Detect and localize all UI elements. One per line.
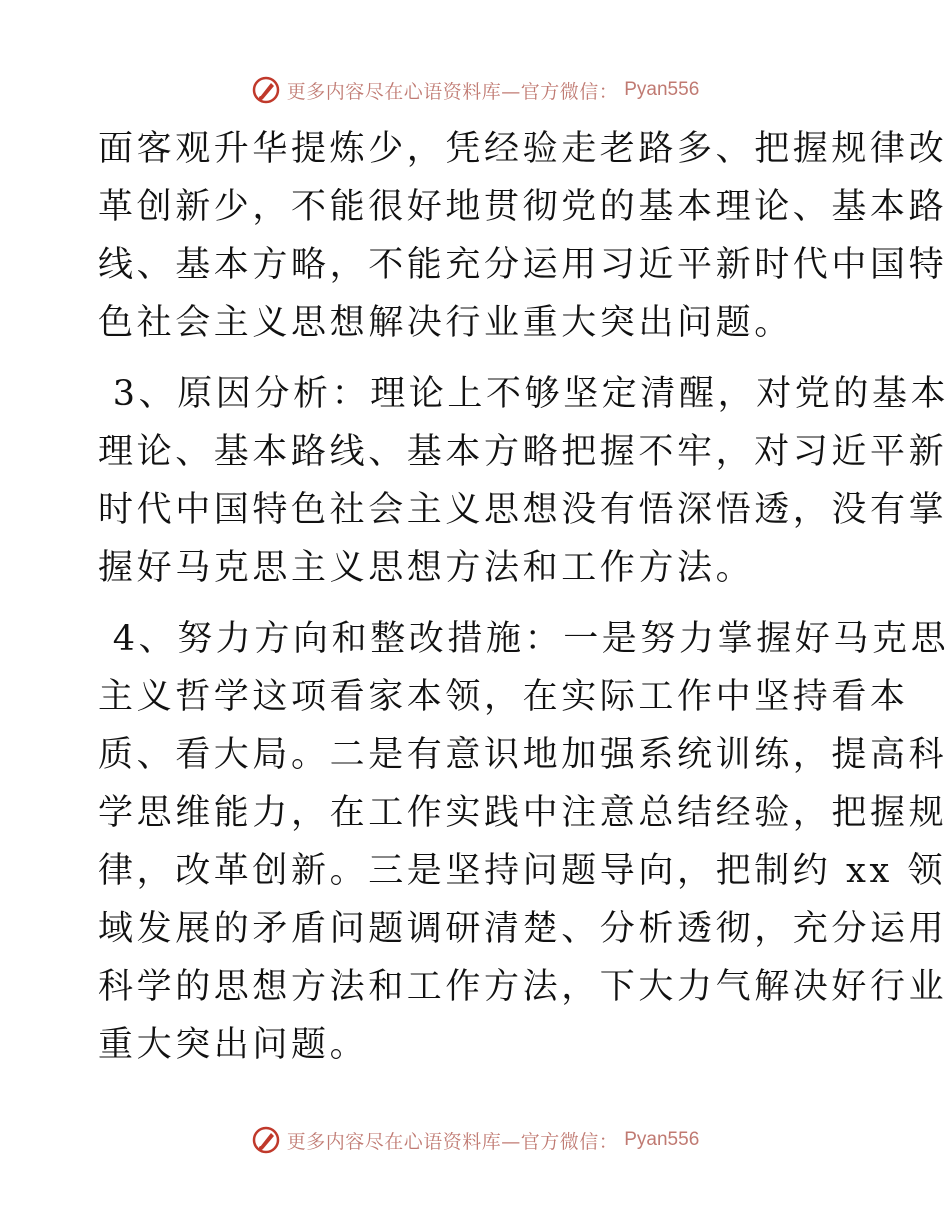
text-line: 科学的思想方法和工作方法，下大力气解决好行业 (98, 967, 948, 1007)
watermark-text: 更多内容尽在心语资料库—官方微信： (286, 1130, 619, 1153)
text-line: 学思维能力，在工作实践中注意总结经验，把握规 (98, 793, 948, 833)
text-line: 握好马克思主义思想方法和工作方法。 (98, 548, 755, 588)
text-line: 面客观升华提炼少，凭经验走老路多、把握规律改 (98, 129, 948, 169)
watermark-wechat-id: Pyan556 (624, 79, 700, 100)
document-body (98, 120, 950, 1074)
text-line: 重大突出问题。 (98, 1025, 369, 1065)
text-line: 3、原因分析：理论上不够坚定清醒，对党的基本 (98, 374, 950, 414)
text-line: 主义哲学这项看家本领，在实际工作中坚持看本 (98, 677, 909, 717)
paragraph-3 (98, 610, 950, 1074)
pen-logo-icon (251, 1125, 281, 1155)
text-line: 质、看大局。二是有意识地加强系统训练，提高科 (98, 735, 948, 775)
paragraph-1 (98, 120, 948, 352)
text-line: 理论、基本路线、基本方略把握不牢，对习近平新 (98, 432, 948, 472)
footer-watermark (0, 1120, 950, 1160)
pen-logo-icon (251, 75, 281, 105)
paragraph-2 (98, 365, 950, 597)
text-line: 4、努力方向和整改措施：一是努力掌握好马克思 (98, 619, 950, 659)
text-line: 时代中国特色社会主义思想没有悟深悟透，没有掌 (98, 490, 948, 530)
paragraph-gap (98, 597, 858, 610)
paragraph-gap (98, 352, 858, 365)
text-line: 域发展的矛盾问题调研清楚、分析透彻，充分运用 (98, 909, 948, 949)
watermark-wechat-id: Pyan556 (624, 1129, 700, 1150)
text-line: 律，改革创新。三是坚持问题导向，把制约 xx 领 (98, 851, 947, 891)
text-line: 革创新少，不能很好地贯彻党的基本理论、基本路 (98, 187, 948, 227)
text-line: 线、基本方略，不能充分运用习近平新时代中国特 (98, 245, 948, 285)
text-line: 色社会主义思想解决行业重大突出问题。 (98, 303, 793, 343)
watermark-text: 更多内容尽在心语资料库—官方微信： (286, 80, 619, 103)
header-watermark (0, 70, 950, 110)
